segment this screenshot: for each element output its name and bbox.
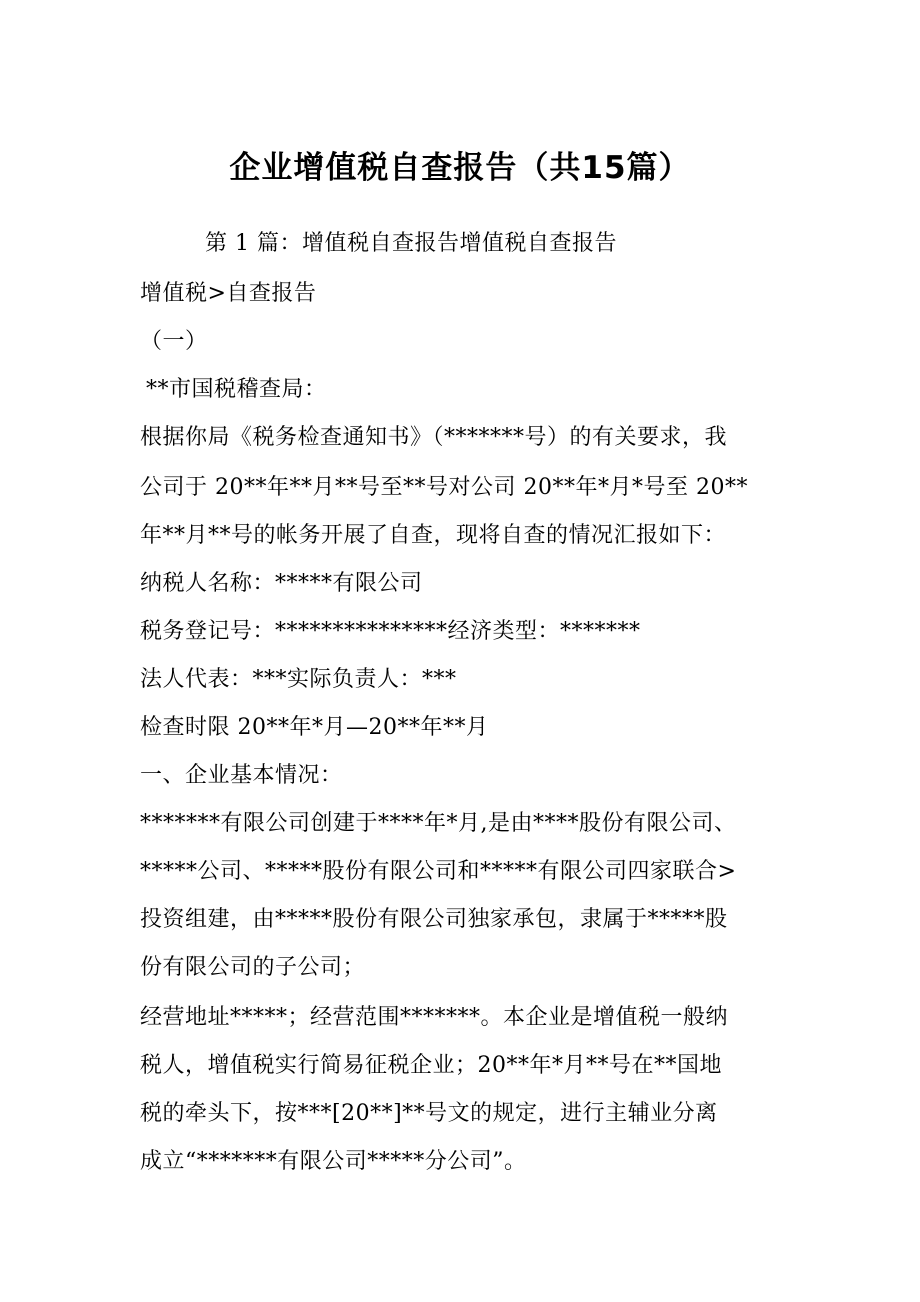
paragraph-line: 公司于 20**年**月**号至**号对公司 20**年*月*号至 20** <box>140 475 748 500</box>
paragraph-line: 投资组建，由*****股份有限公司独家承包，隶属于*****股 <box>140 907 728 932</box>
paragraph-line: 份有限公司的子公司； <box>140 955 366 980</box>
paragraph-line: *******有限公司创建于****年*月,是由****股份有限公司、 <box>140 811 737 836</box>
inspection-period-line: 检查时限 20**年*月—20**年**月 <box>140 715 489 740</box>
paragraph-line: 年**月**号的帐务开展了自查，现将自查的情况汇报如下： <box>140 523 727 548</box>
taxpayer-name-line: 纳税人名称：*****有限公司 <box>140 571 423 596</box>
legal-representative-line: 法人代表：***实际负责人：*** <box>140 667 457 692</box>
paragraph-line: 税人，增值税实行简易征税企业；20**年*月**号在**国地 <box>140 1053 722 1078</box>
document-title: 企业增值税自查报告（共15篇） <box>229 150 691 186</box>
paragraph-line: 根据你局《税务检查通知书》（*******号）的有关要求，我 <box>140 425 728 450</box>
recipient-line: **市国税稽查局： <box>146 377 327 402</box>
tax-registration-line: 税务登记号：***************经济类型：******* <box>140 619 641 644</box>
section-heading: 增值税>自查报告 <box>140 281 317 306</box>
paragraph-line: 税的牵头下，按***[20**]**号文的规定，进行主辅业分离 <box>140 1101 718 1126</box>
section-title-basic-info: 一、企业基本情况： <box>140 763 343 788</box>
paragraph-line: 经营地址*****；经营范围*******。本企业是增值税一般纳 <box>140 1005 729 1030</box>
article-heading: 第 1 篇：增值税自查报告增值税自查报告 <box>205 231 617 256</box>
sub-section-number: （一） <box>140 329 208 354</box>
paragraph-line: 成立“*******有限公司*****分公司”。 <box>140 1149 527 1174</box>
paragraph-line: *****公司、*****股份有限公司和*****有限公司四家联合> <box>140 859 737 884</box>
